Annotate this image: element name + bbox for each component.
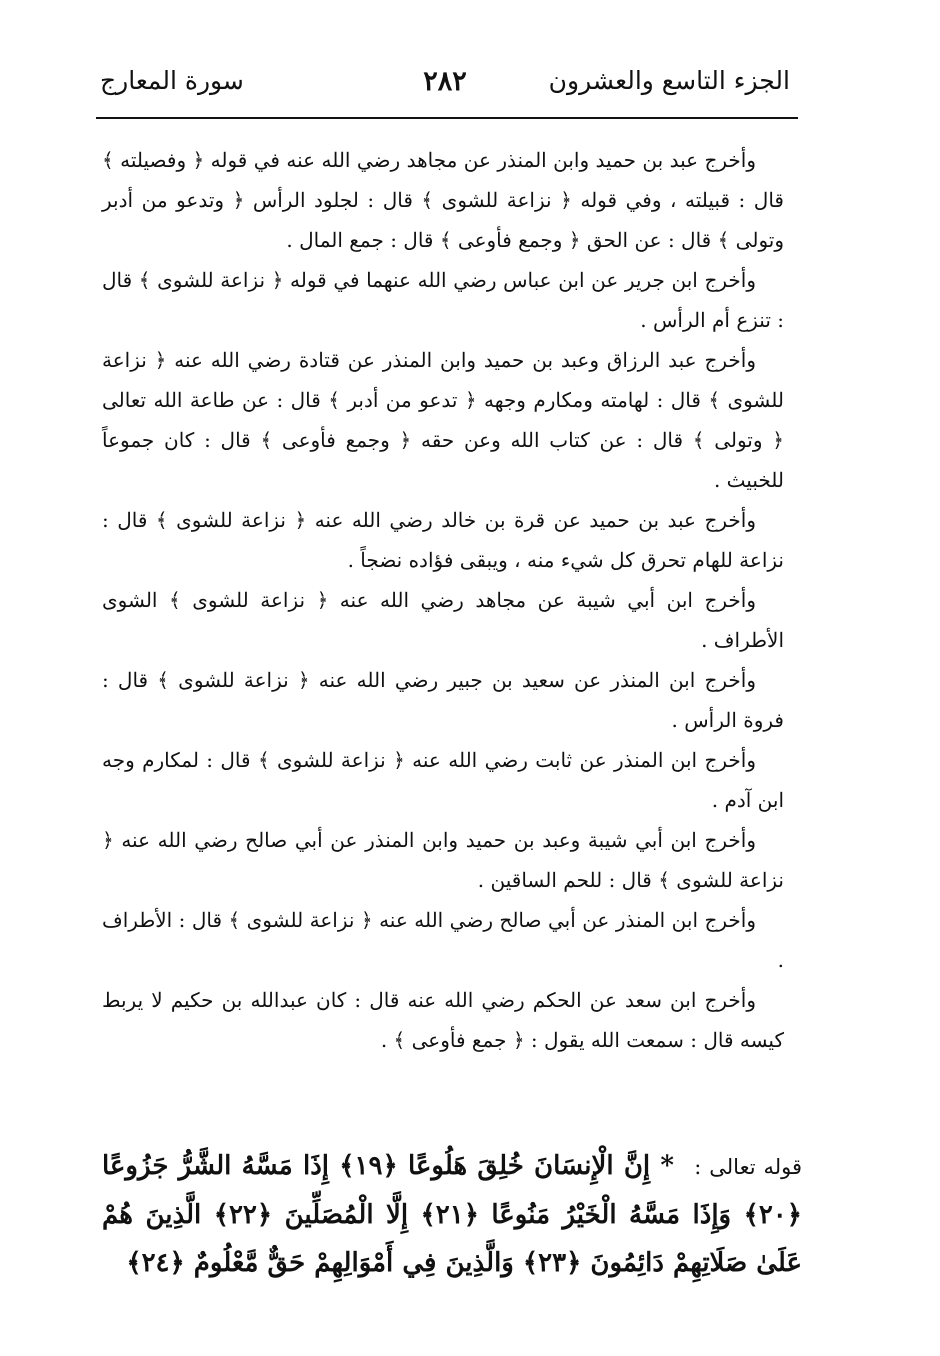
paragraph: وأخرج ابن جرير عن ابن عباس رضي الله عنهما في قوله ﴿ نزاعة للشوى ﴾ قال : تنزع أم الرأس . — [102, 268, 784, 332]
part-title: الجزء التاسع والعشرون — [548, 66, 790, 95]
paragraph: وأخرج ابن سعد عن الحكم رضي الله عنه قال : كان عبدالله بن حكيم لا يربط كيسه قال : سمعت الله يقول : ﴿ جمع فأوعى ﴾ . — [102, 988, 784, 1052]
paragraph: وأخرج ابن أبي شيبة عن مجاهد رضي الله عنه ﴿ نزاعة للشوى ﴾ الشوى الأطراف . — [102, 588, 784, 652]
paragraph: وأخرج عبد الرزاق وعبد بن حميد وابن المنذر عن قتادة رضي الله عنه ﴿ نزاعة للشوى ﴾ قال : لهامته ومكارم وجهه ﴿ تدعو من أدبر ﴾ قال : عن طاعة الله تعالى ﴿ وتولى ﴾ قال : عن كتاب الله وعن حقه ﴿ وجمع فأوعى ﴾ قال : كان جموعاً للخبيث . — [102, 348, 784, 492]
page-header — [100, 66, 790, 118]
paragraph: وأخرج ابن المنذر عن سعيد بن جبير رضي الله عنه ﴿ نزاعة للشوى ﴾ قال : فروة الرأس . — [102, 668, 784, 732]
body-text — [102, 140, 784, 1060]
verse-text: * إِنَّ الْإِنسَانَ خُلِقَ هَلُوعًا ﴿١٩﴾ إِذَا مَسَّهُ الشَّرُّ جَزُوعًا ﴿٢٠﴾ وَإِذَا مَسَّهُ الْخَيْرُ مَنُوعًا ﴿٢١﴾ إِلَّا الْمُصَلِّينَ ﴿٢٢﴾ الَّذِينَ هُمْ عَلَىٰ صَلَاتِهِمْ دَائِمُونَ ﴿٢٣﴾ وَالَّذِينَ فِي أَمْوَالِهِمْ حَقٌّ مَّعْلُومٌ ﴿٢٤﴾ — [102, 1151, 802, 1278]
paragraph: وأخرج عبد بن حميد عن قرة بن خالد رضي الله عنه ﴿ نزاعة للشوى ﴾ قال : نزاعة للهام تحرق كل شيء منه ، ويبقى فؤاده نضجاً . — [102, 508, 784, 572]
quran-verse-block — [102, 1142, 802, 1287]
page-number: ٢٨٢ — [423, 66, 467, 97]
paragraph: وأخرج ابن أبي شيبة وعبد بن حميد وابن المنذر عن أبي صالح رضي الله عنه ﴿ نزاعة للشوى ﴾ قال : للحم الساقين . — [102, 828, 784, 892]
paragraph: وأخرج ابن المنذر عن ثابت رضي الله عنه ﴿ نزاعة للشوى ﴾ قال : لمكارم وجه ابن آدم . — [102, 748, 784, 812]
paragraph: وأخرج ابن المنذر عن أبي صالح رضي الله عنه ﴿ نزاعة للشوى ﴾ قال : الأطراف . — [102, 908, 784, 972]
surah-title: سورة المعارج — [100, 66, 244, 95]
paragraph: وأخرج عبد بن حميد وابن المنذر عن مجاهد رضي الله عنه في قوله ﴿ وفصيلته ﴾ قال : قبيلته ، وفي قوله ﴿ نزاعة للشوى ﴾ قال : لجلود الرأس ﴿ وتدعو من أدبر وتولى ﴾ قال : عن الحق ﴿ وجمع فأوعى ﴾ قال : جمع المال . — [102, 148, 784, 252]
header-rule — [96, 117, 798, 119]
verse-intro: قوله تعالى : — [694, 1155, 802, 1179]
